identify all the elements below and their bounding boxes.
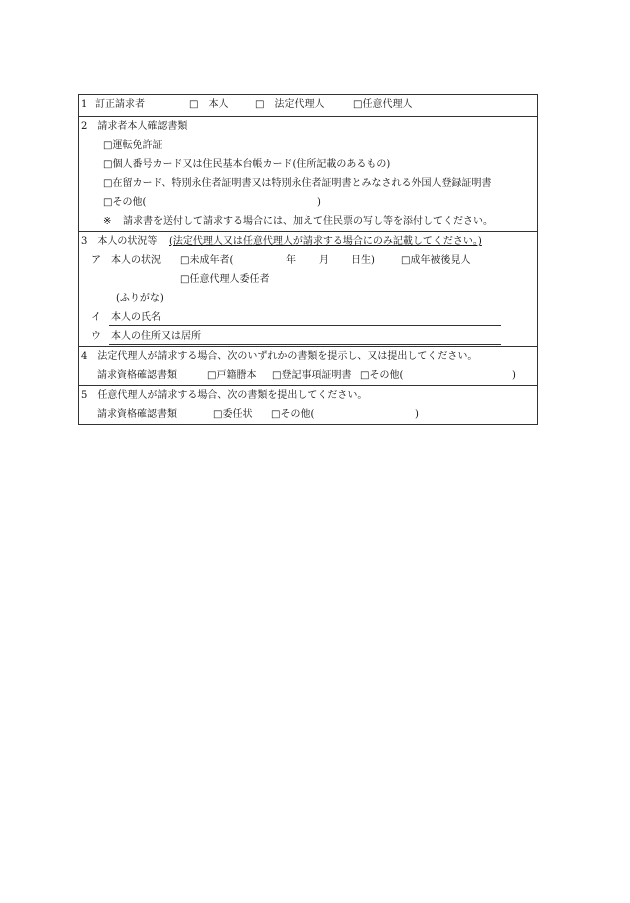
voluntary-agent-other-checkbox[interactable]: □その他( (271, 409, 315, 420)
other-id-document-checkbox[interactable]: □その他( (103, 197, 147, 208)
section-voluntary-agent-docs (79, 385, 537, 424)
drivers-license-checkbox[interactable]: □運転免許証 (103, 140, 163, 151)
principal-name-line[interactable] (109, 325, 501, 326)
item-i-mark: イ (91, 312, 101, 323)
family-register-checkbox[interactable]: □戸籍謄本 (207, 370, 257, 381)
section-requester (79, 95, 537, 116)
adult-ward-checkbox[interactable]: □成年被後見人 (401, 255, 471, 266)
section-number: 1 (81, 99, 88, 110)
delegator-checkbox[interactable]: □任意代理人委任者 (180, 274, 270, 285)
requester-voluntary-agent-checkbox[interactable]: □任意代理人 (353, 99, 413, 110)
registry-certificate-checkbox[interactable]: □登記事項証明書 (272, 370, 352, 381)
birth-year-label: 年 (286, 255, 296, 266)
requester-legal-agent-checkbox[interactable]: □ 法定代理人 (255, 99, 325, 110)
other-id-close-paren: ) (317, 197, 321, 208)
power-of-attorney-checkbox[interactable]: □委任状 (213, 409, 253, 420)
id-documents-title: 2 請求者本人確認書類 (81, 121, 188, 132)
correction-request-form (78, 94, 538, 425)
voluntary-agent-other-close: ) (415, 409, 419, 420)
mynumber-card-checkbox[interactable]: □個人番号カード又は住民基本台帳カード(住所記載のあるもの) (103, 159, 391, 170)
residence-card-checkbox[interactable]: □在留カード、特別永住者証明書又は特別永住者証明書とみなされる外国人登録証明書 (103, 178, 492, 189)
minor-checkbox[interactable]: □未成年者( (180, 255, 234, 266)
principal-address-line[interactable] (109, 344, 501, 345)
section-principal-status (79, 231, 537, 346)
legal-agent-other-close: ) (512, 370, 516, 381)
principal-status-note: (法定代理人又は任意代理人が請求する場合にのみ記載してください。) (169, 236, 482, 247)
legal-agent-instruction: 4 法定代理人が請求する場合、次のいずれかの書類を提示し、又は提出してください。 (81, 351, 478, 362)
birth-month-label: 月 (319, 255, 329, 266)
item-a-mark: ア (91, 255, 101, 266)
principal-status-title: 3 本人の状況等 (81, 236, 158, 247)
item-u-mark: ウ (91, 331, 101, 342)
requester-label: 訂正請求者 (95, 99, 145, 110)
section-legal-agent-docs (79, 346, 537, 385)
voluntary-agent-doc-label: 請求資格確認書類 (97, 409, 177, 420)
voluntary-agent-instruction: 5 任意代理人が請求する場合、次の書類を提出してください。 (81, 390, 368, 401)
legal-agent-doc-label: 請求資格確認書類 (97, 370, 177, 381)
mailing-note: 請求書を送付して請求する場合には、加えて住民票の写し等を添付してください。 (123, 216, 493, 227)
legal-agent-other-checkbox[interactable]: □その他( (360, 370, 404, 381)
principal-address-label: 本人の住所又は居所 (111, 331, 201, 342)
birth-day-label: 日生) (351, 255, 375, 266)
section-id-documents (79, 116, 537, 231)
requester-self-checkbox[interactable]: □ 本人 (189, 99, 229, 110)
furigana-label: (ふりがな) (116, 293, 164, 304)
note-mark: ※ (103, 216, 112, 227)
principal-status-label: 本人の状況 (111, 255, 161, 266)
principal-name-label: 本人の氏名 (111, 312, 161, 323)
